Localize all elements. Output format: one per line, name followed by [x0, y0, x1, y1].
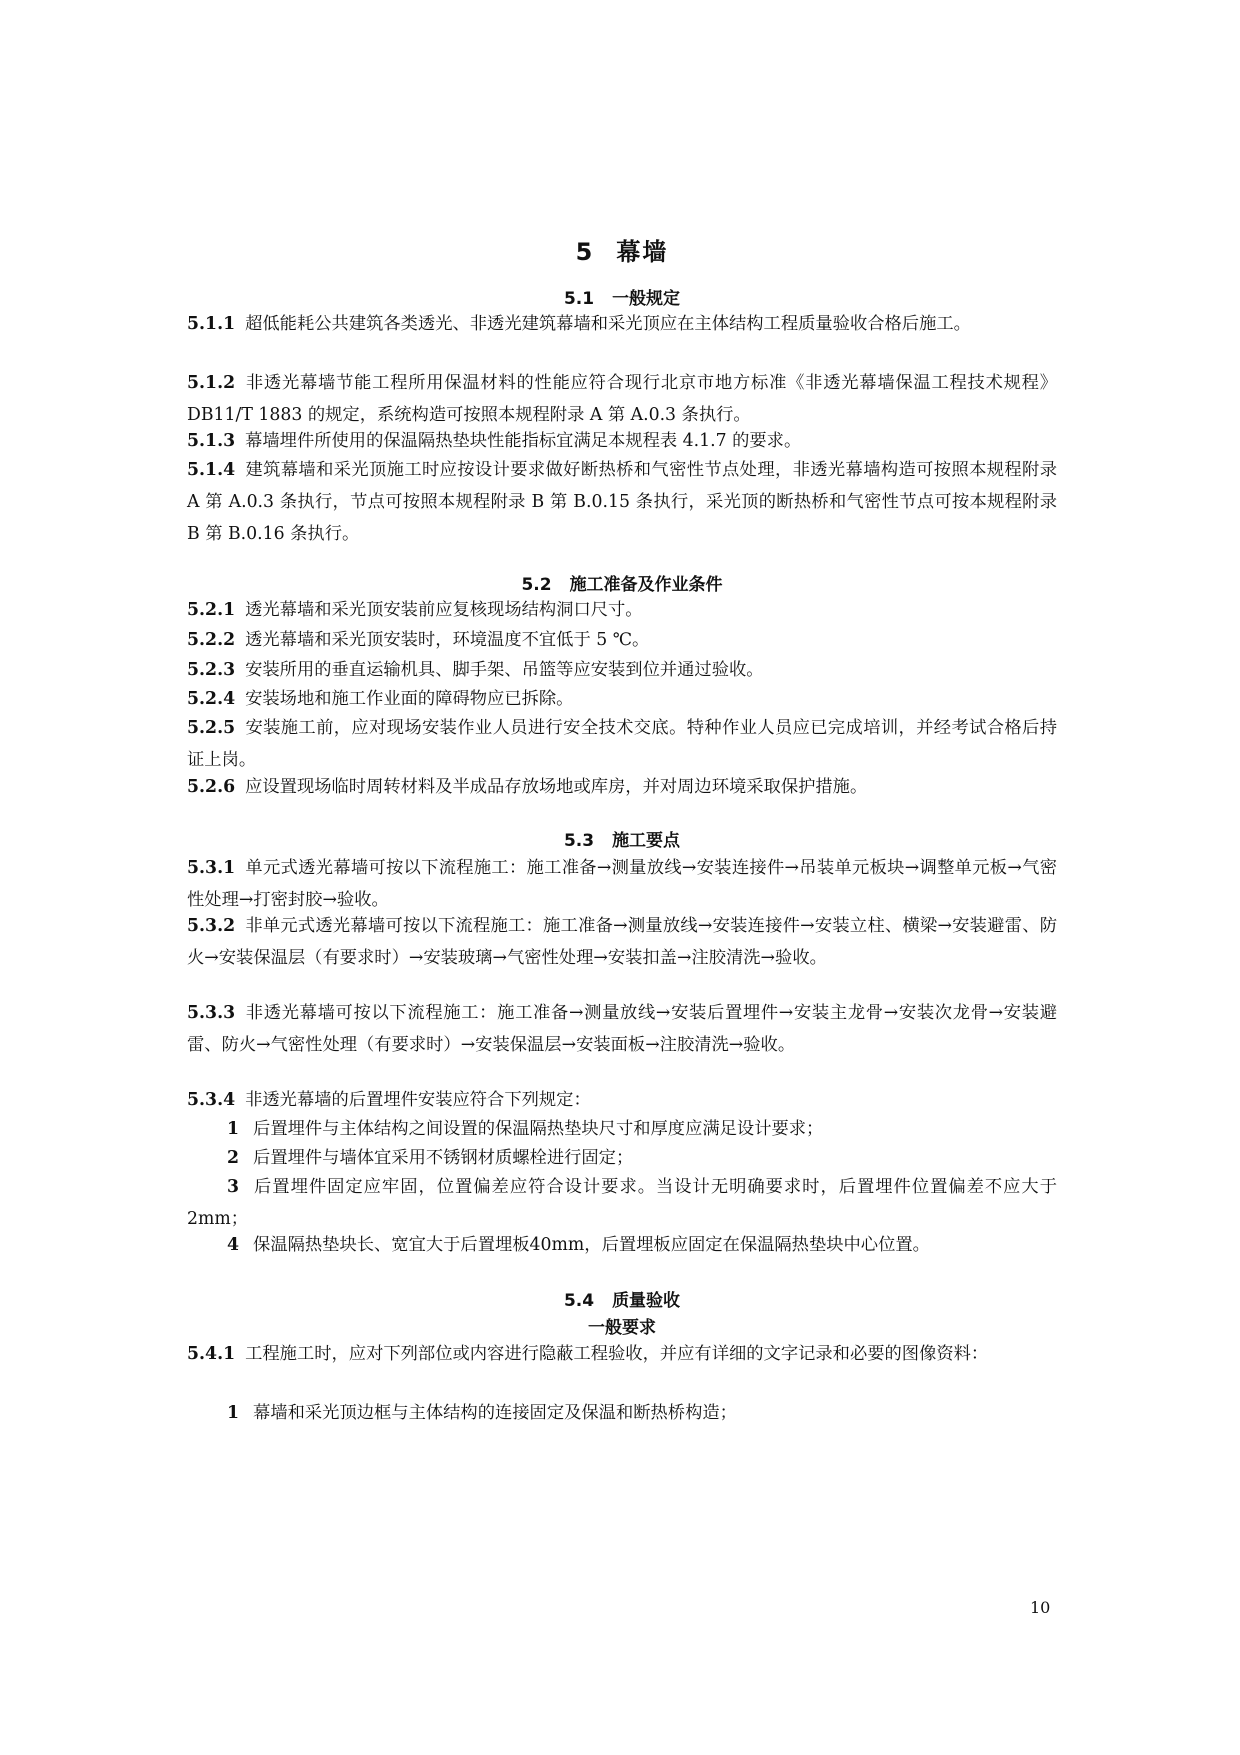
clause-number: 5.1.1: [187, 314, 236, 334]
clause-5-2-1: [187, 594, 1057, 626]
section-title-5-2: [187, 570, 1057, 595]
clause-5-3-1: [187, 852, 1057, 916]
list-item-5-3-4-3: [187, 1171, 1057, 1235]
clause-number: 5.1.3: [187, 431, 236, 451]
clause-number: 5.2.1: [187, 600, 236, 620]
item-text: 后置埋件与主体结构之间设置的保温隔热垫块尺寸和厚度应满足设计要求；: [253, 1119, 824, 1139]
section-number: 5.1: [563, 289, 595, 309]
clause-text: 非单元式透光幕墙可按以下流程施工：施工准备→测量放线→安装连接件→安装立柱、横梁→安装避雷、防火→安装保温层（有要求时）→安装玻璃→气密性处理→安装扣盖→注胶清洗→验收。: [187, 916, 1057, 968]
clause-5-1-3: [187, 425, 1057, 457]
clause-text: 单元式透光幕墙可按以下流程施工：施工准备→测量放线→安装连接件→吊装单元板块→调整单元板→气密性处理→打密封胶→验收。: [187, 858, 1057, 910]
clause-text: 透光幕墙和采光顶安装前应复核现场结构洞口尺寸。: [245, 600, 643, 620]
section-name: 施工要点: [612, 831, 681, 851]
clause-text: 应设置现场临时周转材料及半成品存放场地或库房，并对周边环境采取保护措施。: [245, 777, 868, 797]
item-number: 1: [227, 1119, 240, 1139]
clause-number: 5.2.5: [187, 718, 236, 738]
section-title-5-3: [187, 826, 1057, 851]
clause-text: 非透光幕墙节能工程所用保温材料的性能应符合现行北京市地方标准《非透光幕墙保温工程技术规程》DB11/T 1883 的规定，系统构造可按照本规程附录 A 第 A.0.3 条执行。: [187, 373, 1057, 425]
item-number: 1: [227, 1403, 240, 1423]
section-name: 一般规定: [612, 289, 681, 309]
page-number: 10: [1030, 1598, 1051, 1617]
clause-text: 超低能耗公共建筑各类透光、非透光建筑幕墙和采光顶应在主体结构工程质量验收合格后施工。: [245, 314, 971, 334]
item-number: 3: [227, 1177, 240, 1197]
clause-5-2-6: [187, 771, 1057, 803]
section-number: 5.4: [563, 1291, 595, 1311]
section-name: 质量验收: [612, 1291, 681, 1311]
clause-number: 5.1.2: [187, 373, 236, 393]
chapter-name: 幕墙: [616, 238, 669, 266]
section-title-5-4: [187, 1286, 1057, 1311]
clause-5-3-3: [187, 997, 1057, 1061]
item-text: 幕墙和采光顶边框与主体结构的连接固定及保温和断热桥构造；: [253, 1403, 737, 1423]
clause-number: 5.1.4: [187, 460, 236, 480]
clause-text: 安装场地和施工作业面的障碍物应已拆除。: [245, 689, 574, 709]
subsection-title: 一般要求: [588, 1318, 656, 1338]
section-title-5-1: [187, 284, 1057, 309]
list-item-5-3-4-4: [187, 1229, 1057, 1261]
chapter-number: 5: [575, 238, 595, 266]
list-item-5-3-4-2: [187, 1142, 1057, 1174]
clause-number: 5.3.2: [187, 916, 236, 936]
section-number: 5.2: [521, 575, 552, 595]
clause-text: 安装所用的垂直运输机具、脚手架、吊篮等应安装到位并通过验收。: [245, 660, 764, 680]
clause-text: 非透光幕墙可按以下流程施工：施工准备→测量放线→安装后置埋件→安装主龙骨→安装次龙骨→安装避雷、防火→气密性处理（有要求时）→安装保温层→安装面板→注胶清洗→验收。: [187, 1003, 1057, 1055]
clause-number: 5.3.4: [187, 1090, 236, 1110]
clause-text: 工程施工时，应对下列部位或内容进行隐蔽工程验收，并应有详细的文字记录和必要的图像资料：: [245, 1344, 989, 1364]
item-text: 保温隔热垫块长、宽宜大于后置埋板40mm，后置埋板应固定在保温隔热垫块中心位置。: [253, 1235, 930, 1255]
clause-number: 5.2.6: [187, 777, 236, 797]
section-number: 5.3: [563, 831, 595, 851]
clause-5-4-1: [187, 1338, 1057, 1370]
item-text: 后置埋件固定应牢固，位置偏差应符合设计要求。当设计无明确要求时，后置埋件位置偏差不应大于2mm；: [187, 1177, 1057, 1229]
list-item-5-4-1-1: [187, 1397, 1057, 1429]
clause-number: 5.4.1: [187, 1344, 236, 1364]
clause-number: 5.3.1: [187, 858, 236, 878]
item-number: 4: [227, 1235, 240, 1255]
clause-5-2-4: [187, 683, 1057, 715]
section-name: 施工准备及作业条件: [569, 575, 723, 595]
clause-number: 5.3.3: [187, 1003, 236, 1023]
clause-text: 幕墙埋件所使用的保温隔热垫块性能指标宜满足本规程表 4.1.7 的要求。: [245, 431, 802, 451]
clause-5-2-2: [187, 624, 1057, 656]
clause-5-1-1: [187, 308, 1057, 340]
clause-number: 5.2.3: [187, 660, 236, 680]
list-item-5-3-4-1: [187, 1113, 1057, 1145]
clause-number: 5.2.2: [187, 630, 236, 650]
chapter-title: [187, 232, 1057, 267]
clause-5-3-4: [187, 1084, 1057, 1116]
clause-text: 透光幕墙和采光顶安装时，环境温度不宜低于 5 ℃。: [245, 630, 650, 650]
clause-number: 5.2.4: [187, 689, 236, 709]
clause-text: 安装施工前，应对现场安装作业人员进行安全技术交底。特种作业人员应已完成培训，并经考试合格后持证上岗。: [187, 718, 1057, 770]
clause-5-3-2: [187, 910, 1057, 974]
clause-text: 非透光幕墙的后置埋件安装应符合下列规定：: [245, 1090, 591, 1110]
clause-text: 建筑幕墙和采光顶施工时应按设计要求做好断热桥和气密性节点处理，非透光幕墙构造可按照本规程附录 A 第 A.0.3 条执行，节点可按照本规程附录 B 第 B.0.15 条执行，采光顶的断热桥和气密性节点可按本规程附录 B 第 B.0.16 条执行。: [187, 460, 1057, 544]
clause-5-1-4: [187, 454, 1057, 550]
item-number: 2: [227, 1148, 240, 1168]
item-text: 后置埋件与墙体宜采用不锈钢材质螺栓进行固定；: [253, 1148, 634, 1168]
clause-5-1-2: [187, 367, 1057, 431]
clause-5-2-3: [187, 654, 1057, 686]
clause-5-2-5: [187, 712, 1057, 776]
